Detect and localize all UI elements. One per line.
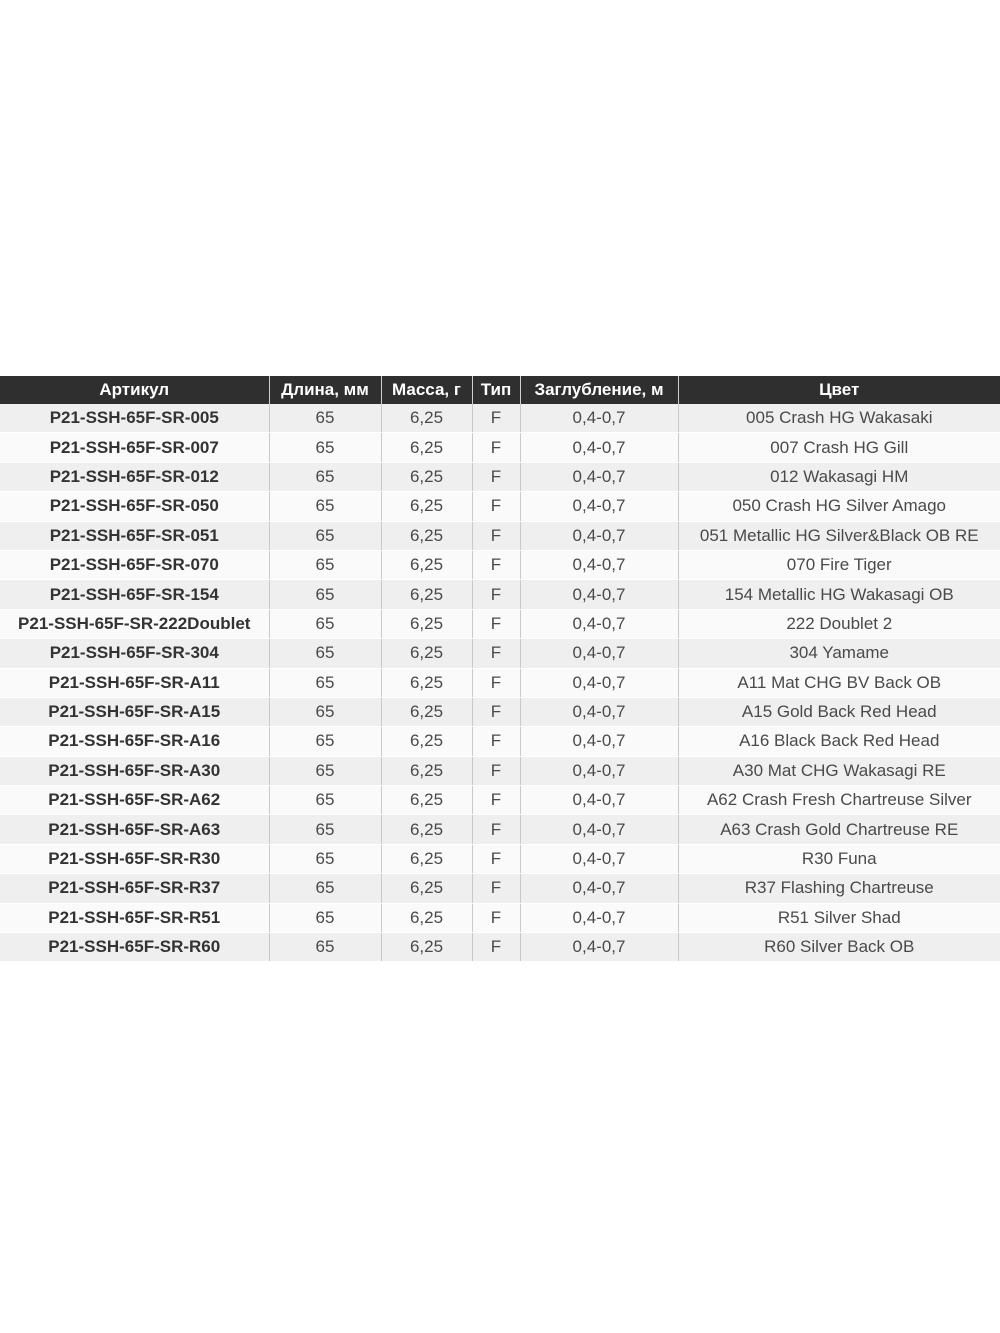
cell-depth: 0,4-0,7	[520, 727, 678, 756]
cell-type: F	[472, 844, 520, 873]
cell-depth: 0,4-0,7	[520, 433, 678, 462]
cell-color: R37 Flashing Chartreuse	[678, 874, 1000, 903]
cell-type: F	[472, 874, 520, 903]
cell-color: A62 Crash Fresh Chartreuse Silver	[678, 786, 1000, 815]
cell-type: F	[472, 697, 520, 726]
cell-color: A11 Mat CHG BV Back OB	[678, 668, 1000, 697]
cell-depth: 0,4-0,7	[520, 815, 678, 844]
cell-depth: 0,4-0,7	[520, 462, 678, 491]
cell-sku: P21-SSH-65F-SR-005	[0, 404, 269, 433]
cell-sku: P21-SSH-65F-SR-050	[0, 492, 269, 521]
cell-color: 304 Yamame	[678, 639, 1000, 668]
table-header	[0, 376, 1000, 404]
cell-color: R51 Silver Shad	[678, 903, 1000, 932]
cell-length: 65	[269, 815, 381, 844]
cell-type: F	[472, 668, 520, 697]
product-spec-table	[0, 376, 1000, 962]
cell-type: F	[472, 903, 520, 932]
cell-type: F	[472, 933, 520, 962]
table-row	[0, 404, 1000, 433]
cell-color: A63 Crash Gold Chartreuse RE	[678, 815, 1000, 844]
cell-color: 005 Crash HG Wakasaki	[678, 404, 1000, 433]
cell-length: 65	[269, 404, 381, 433]
cell-color: 050 Crash HG Silver Amago	[678, 492, 1000, 521]
header-length: Длина, мм	[269, 376, 381, 404]
cell-type: F	[472, 550, 520, 579]
table-row	[0, 903, 1000, 932]
cell-depth: 0,4-0,7	[520, 844, 678, 873]
cell-sku: P21-SSH-65F-SR-154	[0, 580, 269, 609]
table-row	[0, 844, 1000, 873]
cell-mass: 6,25	[381, 756, 472, 785]
cell-mass: 6,25	[381, 815, 472, 844]
table-row	[0, 639, 1000, 668]
table-row	[0, 697, 1000, 726]
cell-depth: 0,4-0,7	[520, 580, 678, 609]
cell-depth: 0,4-0,7	[520, 874, 678, 903]
cell-sku: P21-SSH-65F-SR-012	[0, 462, 269, 491]
cell-length: 65	[269, 903, 381, 932]
table-body	[0, 404, 1000, 962]
cell-length: 65	[269, 786, 381, 815]
cell-mass: 6,25	[381, 609, 472, 638]
table-row	[0, 815, 1000, 844]
table-row	[0, 874, 1000, 903]
table-row	[0, 609, 1000, 638]
table-row	[0, 462, 1000, 491]
table-row	[0, 433, 1000, 462]
cell-length: 65	[269, 550, 381, 579]
cell-mass: 6,25	[381, 404, 472, 433]
cell-mass: 6,25	[381, 874, 472, 903]
cell-depth: 0,4-0,7	[520, 668, 678, 697]
cell-color: A16 Black Back Red Head	[678, 727, 1000, 756]
cell-color: A30 Mat CHG Wakasagi RE	[678, 756, 1000, 785]
cell-sku: P21-SSH-65F-SR-R60	[0, 933, 269, 962]
cell-mass: 6,25	[381, 786, 472, 815]
cell-depth: 0,4-0,7	[520, 609, 678, 638]
header-row	[0, 376, 1000, 404]
cell-type: F	[472, 639, 520, 668]
table-row	[0, 756, 1000, 785]
cell-length: 65	[269, 639, 381, 668]
cell-mass: 6,25	[381, 903, 472, 932]
cell-color: A15 Gold Back Red Head	[678, 697, 1000, 726]
cell-sku: P21-SSH-65F-SR-R51	[0, 903, 269, 932]
cell-length: 65	[269, 492, 381, 521]
header-color: Цвет	[678, 376, 1000, 404]
cell-mass: 6,25	[381, 580, 472, 609]
table-row	[0, 727, 1000, 756]
table-row	[0, 521, 1000, 550]
cell-length: 65	[269, 727, 381, 756]
cell-sku: P21-SSH-65F-SR-A62	[0, 786, 269, 815]
cell-mass: 6,25	[381, 521, 472, 550]
cell-sku: P21-SSH-65F-SR-R30	[0, 844, 269, 873]
cell-sku: P21-SSH-65F-SR-R37	[0, 874, 269, 903]
cell-mass: 6,25	[381, 727, 472, 756]
cell-sku: P21-SSH-65F-SR-A63	[0, 815, 269, 844]
cell-sku: P21-SSH-65F-SR-A16	[0, 727, 269, 756]
cell-sku: P21-SSH-65F-SR-051	[0, 521, 269, 550]
cell-type: F	[472, 492, 520, 521]
cell-length: 65	[269, 580, 381, 609]
cell-mass: 6,25	[381, 668, 472, 697]
cell-sku: P21-SSH-65F-SR-A15	[0, 697, 269, 726]
table-row	[0, 492, 1000, 521]
cell-depth: 0,4-0,7	[520, 521, 678, 550]
header-sku: Артикул	[0, 376, 269, 404]
cell-sku: P21-SSH-65F-SR-070	[0, 550, 269, 579]
cell-type: F	[472, 580, 520, 609]
header-depth: Заглубление, м	[520, 376, 678, 404]
cell-depth: 0,4-0,7	[520, 903, 678, 932]
cell-length: 65	[269, 433, 381, 462]
cell-sku: P21-SSH-65F-SR-A11	[0, 668, 269, 697]
cell-depth: 0,4-0,7	[520, 697, 678, 726]
cell-length: 65	[269, 756, 381, 785]
cell-mass: 6,25	[381, 550, 472, 579]
cell-sku: P21-SSH-65F-SR-007	[0, 433, 269, 462]
cell-length: 65	[269, 521, 381, 550]
cell-sku: P21-SSH-65F-SR-222Doublet	[0, 609, 269, 638]
cell-type: F	[472, 462, 520, 491]
table-row	[0, 786, 1000, 815]
cell-length: 65	[269, 697, 381, 726]
cell-color: 222 Doublet 2	[678, 609, 1000, 638]
cell-type: F	[472, 727, 520, 756]
cell-color: 070 Fire Tiger	[678, 550, 1000, 579]
header-type: Тип	[472, 376, 520, 404]
cell-mass: 6,25	[381, 462, 472, 491]
table-row	[0, 550, 1000, 579]
table-row	[0, 933, 1000, 962]
cell-mass: 6,25	[381, 697, 472, 726]
cell-type: F	[472, 404, 520, 433]
cell-mass: 6,25	[381, 639, 472, 668]
cell-color: 154 Metallic HG Wakasagi OB	[678, 580, 1000, 609]
cell-type: F	[472, 609, 520, 638]
cell-depth: 0,4-0,7	[520, 492, 678, 521]
cell-mass: 6,25	[381, 844, 472, 873]
cell-mass: 6,25	[381, 433, 472, 462]
cell-length: 65	[269, 462, 381, 491]
cell-color: R30 Funa	[678, 844, 1000, 873]
cell-color: R60 Silver Back OB	[678, 933, 1000, 962]
cell-type: F	[472, 786, 520, 815]
cell-type: F	[472, 815, 520, 844]
cell-length: 65	[269, 668, 381, 697]
table-row	[0, 580, 1000, 609]
header-mass: Масса, г	[381, 376, 472, 404]
cell-depth: 0,4-0,7	[520, 756, 678, 785]
cell-color: 051 Metallic HG Silver&Black OB RE	[678, 521, 1000, 550]
cell-depth: 0,4-0,7	[520, 639, 678, 668]
cell-length: 65	[269, 844, 381, 873]
cell-length: 65	[269, 874, 381, 903]
cell-type: F	[472, 756, 520, 785]
cell-length: 65	[269, 609, 381, 638]
table-row	[0, 668, 1000, 697]
cell-sku: P21-SSH-65F-SR-304	[0, 639, 269, 668]
cell-mass: 6,25	[381, 933, 472, 962]
cell-length: 65	[269, 933, 381, 962]
cell-depth: 0,4-0,7	[520, 933, 678, 962]
cell-depth: 0,4-0,7	[520, 550, 678, 579]
cell-type: F	[472, 433, 520, 462]
cell-color: 007 Crash HG Gill	[678, 433, 1000, 462]
cell-color: 012 Wakasagi HM	[678, 462, 1000, 491]
cell-mass: 6,25	[381, 492, 472, 521]
cell-depth: 0,4-0,7	[520, 786, 678, 815]
cell-depth: 0,4-0,7	[520, 404, 678, 433]
cell-sku: P21-SSH-65F-SR-A30	[0, 756, 269, 785]
cell-type: F	[472, 521, 520, 550]
